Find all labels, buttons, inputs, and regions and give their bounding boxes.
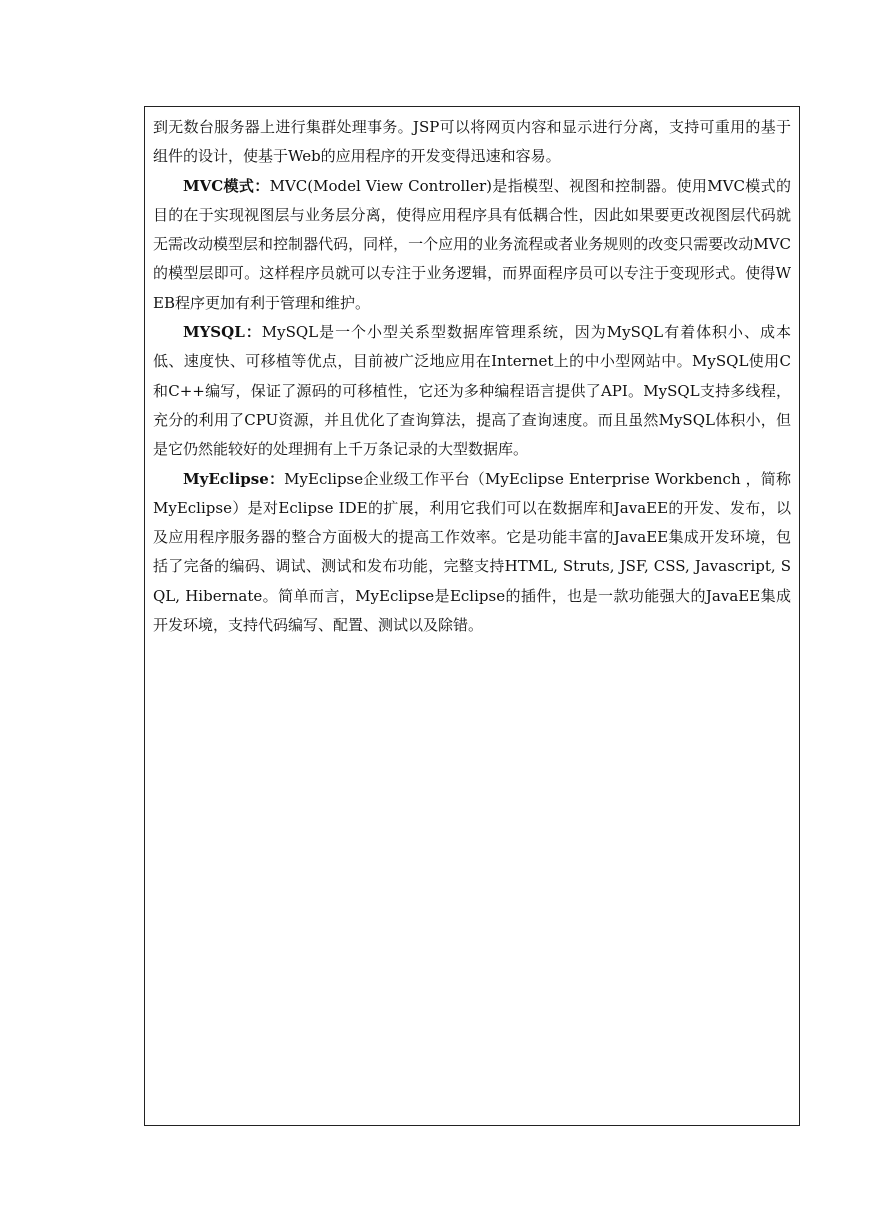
term-myeclipse: MyEclipse： [183, 469, 285, 488]
document-body [153, 113, 791, 640]
document-frame [144, 106, 800, 1126]
term-mysql: MYSQL： [183, 323, 262, 342]
paragraph-jsp-continued [153, 113, 791, 172]
paragraph-text: MyEclipse企业级工作平台（MyEclipse Enterprise Workbench ，简称MyEclipse）是对Eclipse IDE的扩展，利用它我们可以在数据库和JavaEE的开发、发布，以及应用程序服务器的整合方面极大的提高工作效率。它是功能丰富的JavaEE集成开发环境，包括了完备的编码、调试、测试和发布功能，完整支持HTML, Struts, JSF, CSS, Javascript, SQL, Hibernate。简单而言，MyEclipse是Eclipse的插件，也是一款功能强大的JavaEE集成开发环境，支持代码编写、配置、测试以及除错。 [153, 469, 791, 635]
paragraph-myeclipse [153, 465, 791, 641]
paragraph-mysql [153, 318, 791, 464]
term-mvc: MVC模式： [183, 176, 270, 195]
paragraph-mvc [153, 172, 791, 318]
paragraph-text: MySQL是一个小型关系型数据库管理系统，因为MySQL有着体积小、成本低、速度快、可移植等优点，目前被广泛地应用在Internet上的中小型网站中。MySQL使用C和C++编写，保证了源码的可移植性，它还为多种编程语言提供了API。MySQL支持多线程，充分的利用了CPU资源，并且优化了查询算法，提高了查询速度。而且虽然MySQL体积小，但是它仍然能较好的处理拥有上千万条记录的大型数据库。 [153, 323, 791, 459]
paragraph-text: MVC(Model View Controller)是指模型、视图和控制器。使用MVC模式的目的在于实现视图层与业务层分离，使得应用程序具有低耦合性，因此如果要更改视图层代码就无需改动模型层和控制器代码，同样，一个应用的业务流程或者业务规则的改变只需要改动MVC的模型层即可。这样程序员就可以专注于业务逻辑，而界面程序员可以专注于变现形式。使得WEB程序更加有利于管理和维护。 [153, 176, 791, 312]
paragraph-text: 到无数台服务器上进行集群处理事务。JSP可以将网页内容和显示进行分离，支持可重用的基于组件的设计，使基于Web的应用程序的开发变得迅速和容易。 [153, 118, 791, 166]
